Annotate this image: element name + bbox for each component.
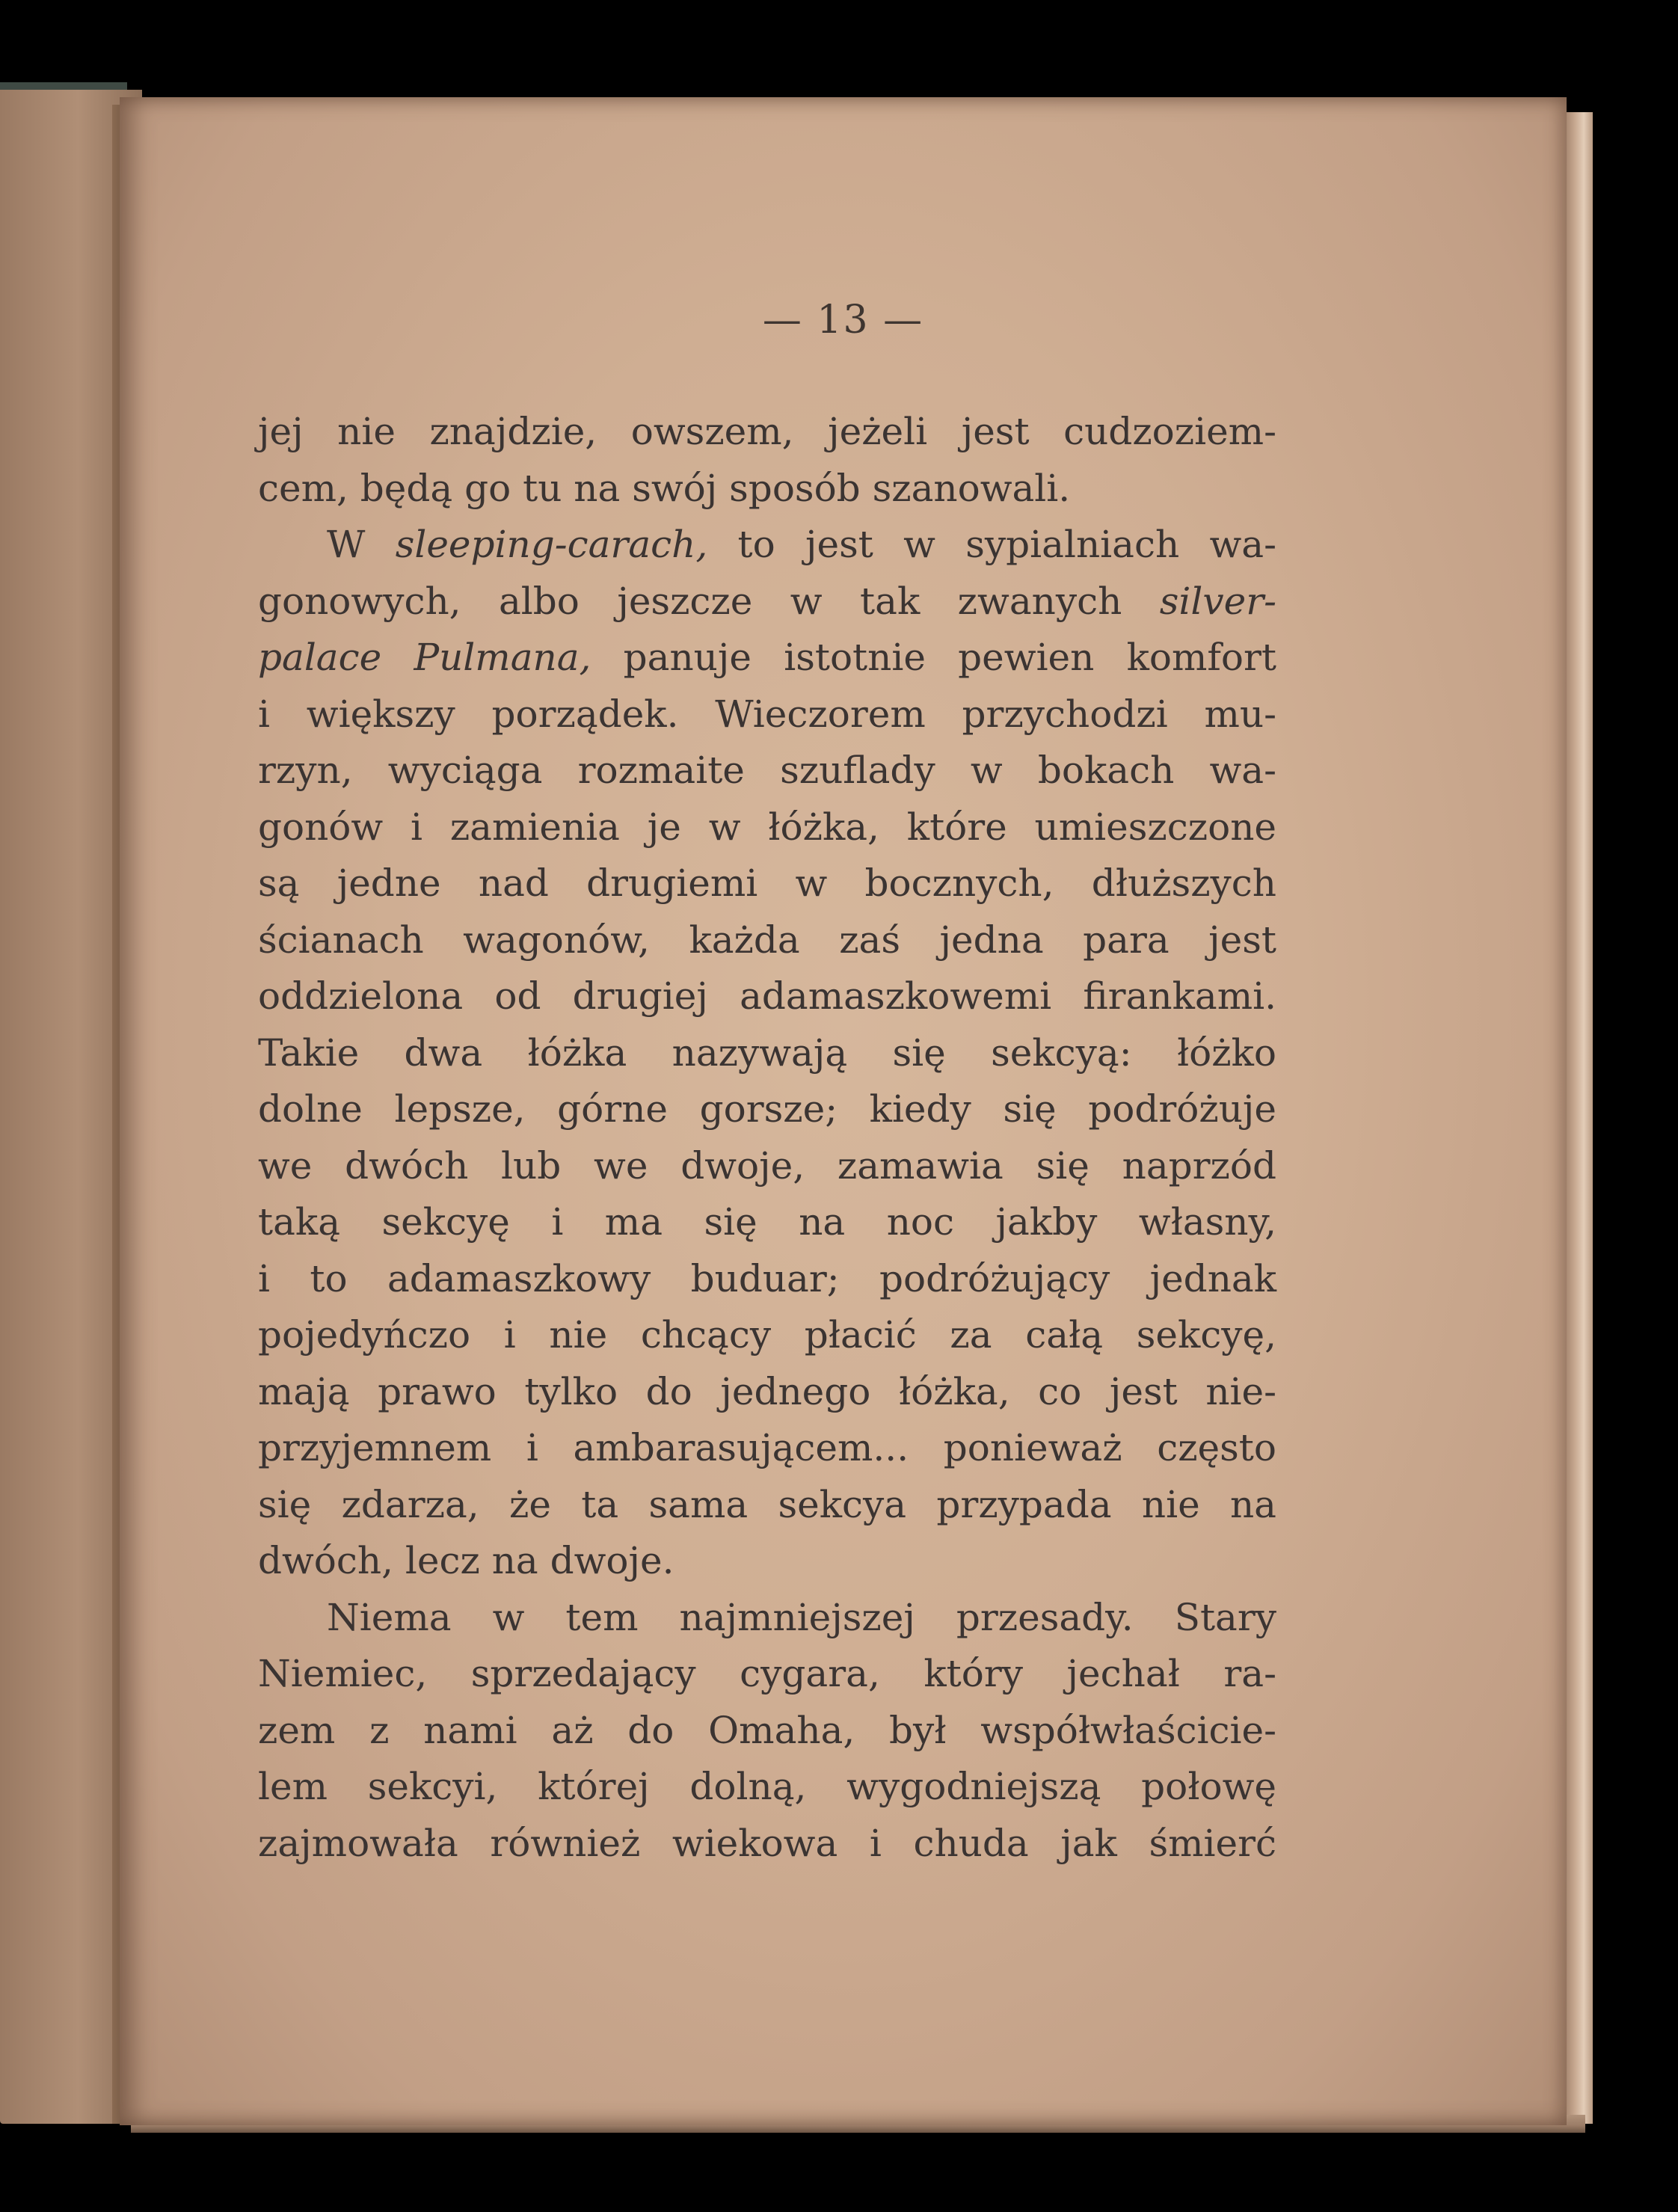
text-line: mają prawo tylko do jednego łóżka, co jest nie- [258, 1369, 1276, 1413]
text-line: taką sekcyę i ma się na noc jakby własny, [258, 1200, 1276, 1244]
text-line: są jedne nad drugiemi w bocznych, dłuższych [258, 861, 1276, 905]
text-line: Niema w tem najmniejszej przesady. Stary [327, 1595, 1276, 1639]
text-line: we dwóch lub we dwoje, zamawia się naprzód [258, 1143, 1276, 1188]
text-line: zem z nami aż do Omaha, był współwłaścicie- [258, 1708, 1276, 1752]
text-line: i to adamaszkowy buduar; podróżujący jednak [258, 1256, 1276, 1300]
text-line: pojedyńczo i nie chcący płacić za całą sekcyę, [258, 1313, 1276, 1357]
page-fore-edge [1563, 112, 1593, 2124]
text-line: lem sekcyi, której dolną, wygodniejszą połowę [258, 1765, 1276, 1808]
text-line: Takie dwa łóżka nazywają się sekcyą: łóżko [258, 1030, 1276, 1075]
text-line: i większy porządek. Wieczorem przychodzi mu- [258, 692, 1276, 736]
text-line: oddzielona od drugiej adamaszkowemi firankami. [258, 974, 1276, 1018]
text-line: W sleeping-carach, to jest w sypialniach wa- [327, 523, 1276, 566]
text-line: gonowych, albo jeszcze w tak zwanych silver- [258, 579, 1276, 623]
text-line: dolne lepsze, górne gorsze; kiedy się podróżuje [258, 1087, 1276, 1131]
text-line: rzyn, wyciąga rozmaite szuflady w bokach wa- [258, 749, 1276, 792]
body-text [258, 404, 1276, 1872]
text-line: gonów i zamienia je w łóżka, które umieszczone [258, 805, 1276, 849]
text-line: cem, będą go tu na swój sposób szanowali. [258, 466, 1071, 510]
text-line: ścianach wagonów, każda zaś jedna para jest [258, 918, 1276, 962]
text-line: się zdarza, że ta sama sekcya przypada nie na [258, 1482, 1276, 1526]
text-line: palace Pulmana, panuje istotnie pewien komfort [258, 636, 1276, 679]
text-line: dwóch, lecz na dwoje. [258, 1539, 674, 1582]
text-line: przyjemnem i ambarasującem... ponieważ często [258, 1426, 1276, 1469]
page-number: — 13 — [762, 298, 924, 342]
text-line: zajmowała również wiekowa i chuda jak śmierć [258, 1821, 1276, 1865]
text-line: jej nie znajdzie, owszem, jeżeli jest cudzoziem- [258, 410, 1276, 453]
text-line: Niemiec, sprzedający cygara, który jechał ra- [258, 1652, 1276, 1695]
